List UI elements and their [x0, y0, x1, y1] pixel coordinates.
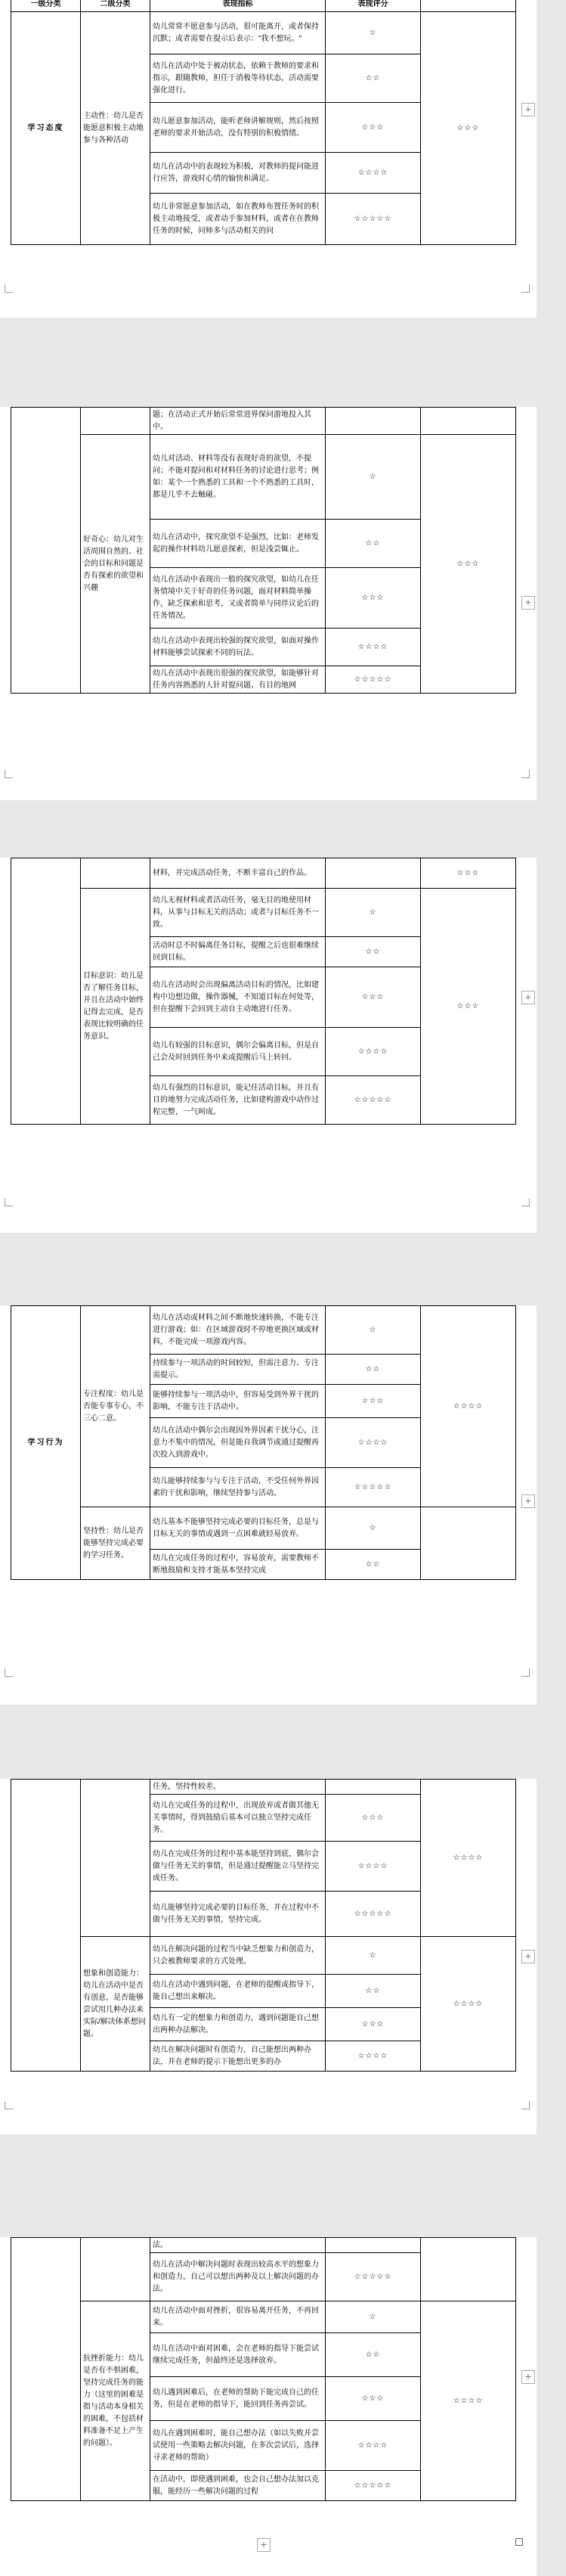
page-gap [0, 1233, 566, 1305]
score-cell: ☆☆☆ [326, 568, 421, 628]
score-cell: ☆☆ [326, 1355, 421, 1385]
score-cell: ☆ [326, 1507, 421, 1550]
indicator-cell: 幼儿能够持续参与与专注于活动，不受任何外界因素的干扰和影响，继续坚持参与活动。 [150, 1468, 326, 1507]
indicator-cell: 幼儿对活动、材料等没有表现好奇的欲望，不提问；不能对提问和对材料任务的讨论进行思考；例如：某个一个熟悉的工具和一个不熟悉的工具时，都是几乎不去触碰。 [150, 435, 326, 520]
indicator-cell: 在活动中，即使遇到困难，也会自己想办法加以克服，能经历一些解决问题的过程 [150, 2471, 326, 2501]
indicator-cell: 幼儿有一定的想象力和创造力，遇到问题能自己想出两种办法解决。 [150, 2008, 326, 2041]
indicator-cell: 幼儿无视材料或者活动任务，毫无目的地使用材料，从事与目标无关的活动；或者与目标任务不一致。 [150, 889, 326, 937]
primary-category-cell [11, 408, 81, 694]
rubric-table-6 [11, 2237, 516, 2501]
indicator-cell: 能够持续参与一项活动中，但容易受到外界干扰的影响，不能专注于活动中。 [150, 1385, 326, 1418]
indicator-cell: 幼儿在活动中面对挫折，很容易离开任务，不再回来。 [150, 2301, 326, 2333]
score-cell: ☆☆☆ [326, 1795, 421, 1842]
total-score-cell [421, 2238, 516, 2301]
primary-category-cell [11, 12, 81, 245]
score-cell: ☆☆☆ [326, 2008, 421, 2041]
indicator-cell: 活动时总不时偏离任务目标，提醒之后也很难继续回到目标。 [150, 937, 326, 967]
indicator-cell: 幼儿能够坚持完成必要的目标任务，并在过程中不做与任务无关的事情，坚持完成。 [150, 1892, 326, 1937]
primary-category-label: 学习行为 [27, 1438, 64, 1447]
page-corner-mark-right [521, 1198, 530, 1206]
indicator-cell: 幼儿有较强的目标意识，偶尔会偏离目标，但是自己会及时回到任务中来或提醒后马上转回。 [150, 1028, 326, 1076]
total-score-cell [421, 408, 516, 435]
table-row [11, 1507, 516, 1550]
indicator-cell: 幼儿常常不愿意参与活动，很可能离开，或者保持沉默；或者需要在提示后表示："我不想玩。" [150, 12, 326, 54]
page-corner-mark-left [5, 2101, 13, 2109]
page-corner-mark-left [5, 284, 13, 293]
score-cell: ☆ [326, 889, 421, 937]
table-row [11, 1937, 516, 1975]
score-cell: ☆☆☆☆ [326, 1842, 421, 1892]
score-cell: ☆ [326, 12, 421, 54]
total-score-cell: ☆☆☆ [421, 435, 516, 694]
score-cell: ☆☆☆ [326, 1385, 421, 1418]
score-cell: ☆☆☆☆ [326, 2041, 421, 2072]
score-cell: ☆☆ [326, 1550, 421, 1580]
page-corner-mark-left [5, 770, 13, 778]
document-page-4 [0, 1305, 537, 1705]
indicator-cell: 幼儿在活动或材料之间不断地快速转换，不能专注进行游戏；如：在区域游戏时不停地更换区域或材料，不能完成一项游戏内容。 [150, 1306, 326, 1355]
total-score-cell [421, 1507, 516, 1580]
page-corner-mark-right [521, 284, 530, 293]
indicator-cell: 幼儿在活动时会出现偏离活动目标的情况，比如建构中边想边做，操作器械，不知道目标在何处等，但在提醒下会回到主动自主动地进行任务。 [150, 967, 326, 1028]
score-cell: ☆☆☆☆☆ [326, 666, 421, 694]
score-cell: ☆☆ [326, 54, 421, 103]
table-row [11, 2238, 516, 2253]
score-cell [326, 858, 421, 889]
score-cell: ☆☆ [326, 2333, 421, 2377]
rubric-table-2 [11, 407, 516, 694]
document-page-6 [0, 2237, 537, 2576]
indicator-cell: 幼儿在活动中面对困难，会在老师的指导下能尝试继续完成任务，但最终还是选择放弃。 [150, 2333, 326, 2377]
document-page-2 [0, 407, 537, 800]
secondary-category-cell: 主动性：幼儿是否能愿意积极主动地参与各种活动 [81, 12, 150, 245]
indicator-cell: 幼儿在完成任务的过程中，出现放弃或者做其他无关事情时，得到鼓励后基本可以独立坚持完成任务。 [150, 1795, 326, 1842]
header-total [421, 0, 516, 12]
score-cell [326, 2238, 421, 2253]
indicator-cell: 幼儿在完成任务的过程中基本能坚持到底，偶尔会做与任务无关的事情，但是通过提醒能立马坚持完成任务。 [150, 1842, 326, 1892]
header-indicator: 表现指标 [150, 0, 326, 12]
table-row [11, 1306, 516, 1355]
add-row-button[interactable]: + [521, 2370, 535, 2384]
total-score-cell: ☆☆☆☆ [421, 1306, 516, 1507]
add-row-button[interactable]: + [521, 596, 535, 610]
primary-category-cell [11, 1306, 81, 1580]
indicator-cell: 幼儿在活动中偶尔会出现因外界因素干扰分心，注意力不集中的情况，但是能自我调节或通过提醒再次投入到游戏中。 [150, 1418, 326, 1468]
document-page-5 [0, 1779, 537, 2134]
score-cell: ☆☆☆☆ [326, 2421, 421, 2471]
secondary-category-cell: 想象和创造能力：幼儿在活动中是否有创意，是否能够尝试用几种办法来实际/解决体系想问题。 [81, 1937, 150, 2072]
indicator-cell: 幼儿在活动中处于被动状态，依赖于教师的要求和指示，跟随教师，担任于消极等待状态，活动需要强化进行。 [150, 54, 326, 103]
score-cell: ☆☆☆ [326, 103, 421, 153]
secondary-category-cell: 抗挫折能力：幼儿是否有不惧困难，坚持完成任务的能力（这里的困难是指与活动本身相关的困难，不包括材料准备不足上产生的问题）。 [81, 2301, 150, 2501]
score-cell: ☆☆☆☆☆ [326, 2471, 421, 2501]
score-cell: ☆☆☆☆☆ [326, 1892, 421, 1937]
indicator-cell: 幼儿在活动中表现出一般的探究欲望，如幼儿在任务情境中关于好奇的任务问题，面对材料简单操作，缺乏探索和思考，又或者简单与同伴议论后的任务情况。 [150, 568, 326, 628]
secondary-category-cell [81, 408, 150, 435]
secondary-category-cell [81, 1780, 150, 1937]
total-score-cell: ☆☆☆ [421, 858, 516, 889]
table-row [11, 1780, 516, 1795]
indicator-cell: 法。 [150, 2238, 326, 2253]
indicator-cell: 幼儿在活动中，探究欲望不是强烈，比如：老师发起的操作材料幼儿愿意探索，但是浅尝辄止。 [150, 520, 326, 568]
score-cell: ☆☆☆☆ [326, 628, 421, 666]
secondary-category-cell [81, 2238, 150, 2301]
document-page-1 [0, 0, 537, 318]
indicator-cell: 幼儿在完成任务的过程中，容易放弃，需要教师不断地鼓励和支持才能基本坚持完成 [150, 1550, 326, 1580]
page-gap [0, 318, 566, 407]
secondary-category-cell: 目标意识：幼儿是否了解任务目标，并且在活动中始终记得去完成，是否表现比较明确的任务意识。 [81, 889, 150, 1125]
table-row [11, 889, 516, 937]
score-cell: ☆☆ [326, 1975, 421, 2008]
page-corner-mark-right [521, 770, 530, 778]
header-score: 表现评分 [326, 0, 421, 12]
indicator-cell: 幼儿非常愿意参加活动，如在教师布置任务时的积极主动地接受，或者动手参加材料，或者在在教师任务的时候，问师多与活动相关的问 [150, 194, 326, 245]
score-cell [326, 1780, 421, 1795]
score-cell: ☆☆☆☆ [326, 1028, 421, 1076]
table-row [11, 12, 516, 54]
indicator-cell: 幼儿遇到困难后，在老师的帮助下能完成自己的任务，但是在老师的指导下，能回到任务再尝试。 [150, 2377, 326, 2421]
add-row-button[interactable]: + [521, 103, 535, 116]
score-cell: ☆☆ [326, 937, 421, 967]
indicator-cell: 幼儿在活动中的表现较为积极，对教师的提问能进行应答，游戏时心情的愉快和满足。 [150, 153, 326, 194]
table-row [11, 2301, 516, 2333]
add-row-below-table-button[interactable]: + [257, 2538, 271, 2552]
score-cell: ☆☆☆☆ [326, 1418, 421, 1468]
score-cell: ☆☆☆ [326, 967, 421, 1028]
score-cell: ☆☆☆☆☆ [326, 2253, 421, 2301]
indicator-cell: 材料，并完成活动任务，不断丰富自己的作品。 [150, 858, 326, 889]
secondary-category-cell [81, 858, 150, 889]
score-cell: ☆ [326, 1937, 421, 1975]
score-cell: ☆☆☆ [326, 2377, 421, 2421]
total-score-cell: ☆☆☆☆ [421, 1937, 516, 2072]
table-resize-handle[interactable] [515, 2538, 523, 2546]
page-corner-mark-left [5, 1668, 13, 1677]
secondary-category-cell: 坚持性：幼儿是否能够坚持完成必要的学习任务。 [81, 1507, 150, 1580]
indicator-cell: 幼儿在遇到困难时，能自己想办法（如以失败并尝试使用一些策略去解决问题，在多次尝试后，选择寻求老师的帮助） [150, 2421, 326, 2471]
indicator-cell: 幼儿在解决问题时有创造力，自己能想出两种办法，并在老师的提示下能想出更多的办 [150, 2041, 326, 2072]
table-header-row [11, 0, 516, 12]
indicator-cell: 持续参与一项活动的时间较短，但需注意力、专注需提示。 [150, 1355, 326, 1385]
rubric-table-3 [11, 858, 516, 1125]
primary-category-cell [11, 2238, 81, 2501]
add-row-button[interactable]: + [521, 1950, 535, 1963]
header-primary-category: 一级分类 [11, 0, 81, 12]
indicator-cell: 幼儿有强烈的目标意识，能记住活动目标，并且有目的地努力完成活动任务，比如建构游戏中动作过程完整，一气呵成。 [150, 1076, 326, 1125]
score-cell: ☆☆ [326, 520, 421, 568]
primary-category-cell [11, 1780, 81, 2072]
header-secondary-category: 二级分类 [81, 0, 150, 12]
indicator-cell: 幼儿在活动中表现出很强的探究欲望，如能够针对任务内容熟悉的人针对提问题、有目的地网 [150, 666, 326, 694]
table-row [11, 408, 516, 435]
indicator-cell: 任务，坚持性较差。 [150, 1780, 326, 1795]
secondary-category-cell: 好奇心：幼儿对生活周围自然的、社会的目标和问题是否有探索的欲望和兴趣 [81, 435, 150, 694]
score-cell: ☆ [326, 435, 421, 520]
secondary-category-cell: 专注程度：幼儿是否能专事专心，不三心二意。 [81, 1306, 150, 1507]
table-row [11, 858, 516, 889]
indicator-cell: 幼儿在活动中解决问题时表现出较高水平的想象力和创造力，自己可以想出两种及以上解决问题的办法。 [150, 2253, 326, 2301]
page-corner-mark-right [521, 1668, 530, 1677]
add-row-button[interactable]: + [521, 1494, 535, 1508]
indicator-cell: 幼儿在活动中遇到问题，在老师的提醒或指导下，能自己想出来解决。 [150, 1975, 326, 2008]
indicator-cell: 幼儿基本不能够坚持完成必要的目标任务，总是与目标无关的事情或遇到一点困难就轻易放弃。 [150, 1507, 326, 1550]
page-gap [0, 2134, 566, 2237]
indicator-cell: 题；在活动正式开始后常常进界保问游地投入其中。 [150, 408, 326, 435]
primary-category-cell [11, 858, 81, 1125]
score-cell: ☆☆☆☆☆ [326, 1076, 421, 1125]
score-cell: ☆ [326, 1306, 421, 1355]
page-gap [0, 1705, 566, 1779]
score-cell: ☆☆☆☆☆ [326, 194, 421, 245]
total-score-cell: ☆☆☆ [421, 889, 516, 1125]
primary-category-label: 学习态度 [27, 123, 64, 132]
score-cell: ☆☆☆☆☆ [326, 1468, 421, 1507]
score-cell [326, 408, 421, 435]
indicator-cell: 幼儿在活动中表现出较强的探究欲望，如面对操作材料能够尝试探索不同的玩法。 [150, 628, 326, 666]
score-cell: ☆ [326, 2301, 421, 2333]
total-score-cell: ☆☆☆☆ [421, 1780, 516, 1937]
page-corner-mark-right [521, 2101, 530, 2109]
rubric-table-4 [11, 1305, 516, 1580]
rubric-table-5 [11, 1779, 516, 2072]
total-score-cell: ☆☆☆☆ [421, 2301, 516, 2501]
add-row-button[interactable]: + [521, 991, 535, 1004]
indicator-cell: 幼儿在解决问题的过程当中缺乏想象力和创造力，只会被教师要求的方式处理。 [150, 1937, 326, 1975]
rubric-table-1 [11, 0, 516, 245]
page-corner-mark-left [5, 1198, 13, 1206]
total-score-cell: ☆☆☆ [421, 12, 516, 245]
table-row [11, 435, 516, 520]
score-cell: ☆☆☆☆ [326, 153, 421, 194]
indicator-cell: 幼儿愿意参加活动，能听老师讲解规则，然后按照老师的要求开始活动，没有特别的积极情绪。 [150, 103, 326, 153]
page-gap [0, 800, 566, 858]
document-page-3 [0, 858, 537, 1233]
